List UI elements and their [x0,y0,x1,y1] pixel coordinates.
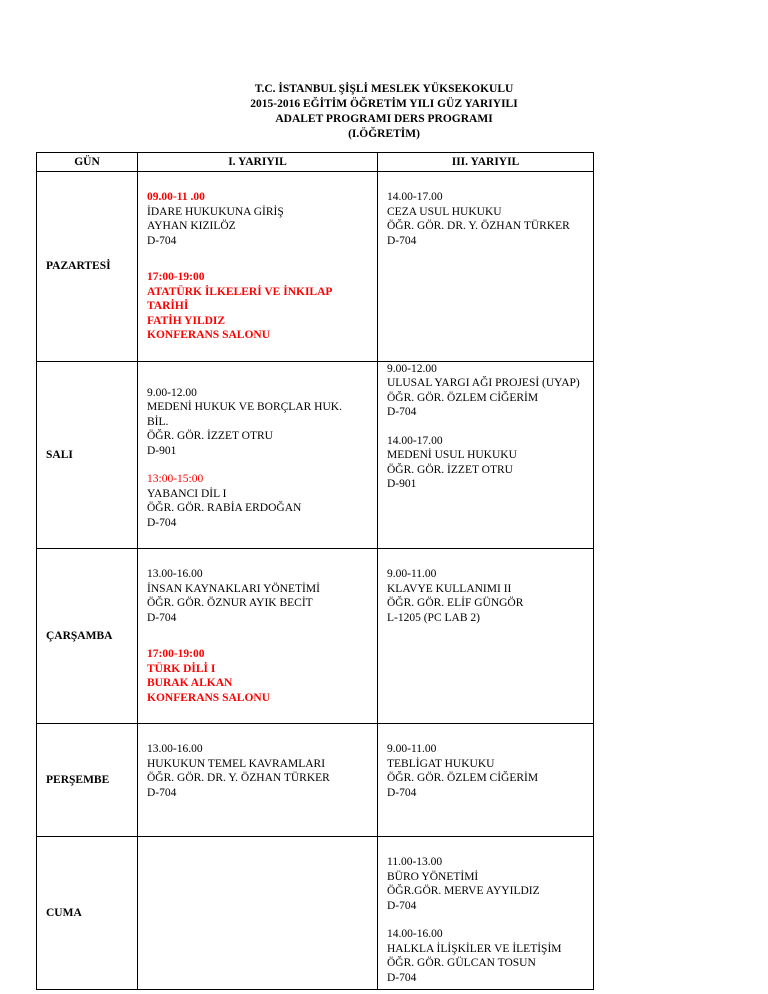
course-room: D-901 [147,444,177,457]
day-label: ÇARŞAMBA [37,549,138,724]
header-education-type: (I.ÖĞRETİM) [348,128,420,140]
course-room: KONFERANS SALONU [147,329,271,341]
course-entry [387,927,587,985]
course-time: 9.00-11.00 [387,743,437,755]
course-instructor: FATİH YILDIZ [147,314,226,327]
course-title: İDARE HUKUKUNA GİRİŞ [147,205,284,218]
header-academic-year: 2015-2016 EĞİTİM ÖĞRETİM YILI GÜZ YARIYILI [250,98,518,110]
course-title: YABANCI DİL I [147,487,227,500]
course-room: D-704 [387,234,417,247]
course-time: 14.00-17.00 [387,191,443,203]
course-title: ATATÜRK İLKELERİ VE İNKILAP [147,285,333,298]
document-header [0,82,768,142]
course-room: D-704 [147,234,177,247]
column-header-semester-3: III. YARIYIL [378,153,594,172]
course-instructor: ÖĞR. GÖR. ÖZLEM CİĞERİM [387,772,539,784]
course-instructor: ÖĞR. GÖR. ÖZNUR AYIK BECİT [147,597,313,609]
course-time: 9.00-12.00 [147,386,197,399]
course-title: MEDENİ USUL HUKUKU [387,449,517,461]
semester-1-cell [138,549,378,724]
course-instructor: ÖĞR. GÖR. GÜLCAN TOSUN [387,957,536,969]
course-entry [147,742,371,800]
semester-1-cell [138,837,378,990]
course-entry [147,472,371,530]
course-title-continued: TARİHİ [147,300,189,312]
course-room: KONFERANS SALONU [147,691,271,704]
day-label: CUMA [37,837,138,990]
course-room: D-704 [387,786,417,799]
course-room: D-704 [147,786,177,799]
semester-1-cell [138,361,378,549]
course-room: D-704 [387,899,417,912]
course-instructor: ÖĞR. GÖR. ÖZLEM CİĞERİM [387,391,539,404]
course-entry [147,386,371,459]
schedule-table [36,152,594,990]
course-time: 09.00-11 .00 [147,191,205,203]
course-instructor: ÖĞR. GÖR. RABİA ERDOĞAN [147,502,302,514]
semester-3-cell [378,549,594,724]
course-room: L-1205 (PC LAB 2) [387,611,480,624]
course-instructor: ÖĞR. GÖR. DR. Y. ÖZHAN TÜRKER [147,772,330,784]
semester-1-cell [138,724,378,837]
semester-1-cell [138,172,378,362]
course-room: D-901 [387,478,417,490]
course-title: HALKLA İLİŞKİLER VE İLETİŞİM [387,942,562,955]
table-row [37,172,594,362]
day-label: PAZARTESİ [37,172,138,362]
course-title: MEDENİ HUKUK VE BORÇLAR HUK. [147,401,342,413]
course-entry [147,567,371,625]
column-header-semester-1: I. YARIYIL [138,153,378,172]
course-time: 9.00-11.00 [387,568,437,580]
day-label: PERŞEMBE [37,724,138,837]
table-row [37,549,594,724]
course-instructor: BURAK ALKAN [147,677,233,689]
course-title: İNSAN KAYNAKLARI YÖNETİMİ [147,582,320,595]
course-title: TEBLİGAT HUKUKU [387,757,495,770]
course-time: 13:00-15:00 [147,473,204,485]
course-title: KLAVYE KULLANIMI II [387,582,512,595]
course-title: HUKUKUN TEMEL KAVRAMLARI [147,757,326,770]
course-entry [147,190,371,248]
course-time: 14.00-17.00 [387,434,443,447]
course-entry [387,567,587,625]
course-entry [387,362,587,420]
course-room: D-704 [147,611,177,624]
course-title-continued: BİL. [147,415,169,428]
header-program-title: ADALET PROGRAMI DERS PROGRAMI [275,113,493,125]
course-time: 14.00-16.00 [387,928,443,940]
course-time: 9.00-12.00 [387,362,437,375]
course-time: 17:00-19:00 [147,648,205,660]
course-instructor: ÖĞR. GÖR. İZZET OTRU [147,430,273,442]
table-row [37,724,594,837]
course-title: CEZA USUL HUKUKU [387,205,502,218]
course-room: D-704 [147,516,177,529]
course-entry [387,434,587,492]
course-entry [147,270,371,343]
course-time: 13.00-16.00 [147,743,203,755]
course-time: 13.00-16.00 [147,568,203,580]
day-label: SALI [37,361,138,549]
course-title: BÜRO YÖNETİMİ [387,870,479,883]
course-title: ULUSAL YARGI AĞI PROJESİ (UYAP) [387,377,580,389]
course-room: D-704 [387,406,417,418]
header-institution: T.C. İSTANBUL ŞİŞLİ MESLEK YÜKSEKOKULU [254,83,514,95]
semester-3-cell [378,724,594,837]
course-entry [387,742,587,800]
semester-3-cell [378,361,594,549]
column-header-day: GÜN [37,153,138,172]
course-instructor: ÖĞR. GÖR. ELİF GÜNGÖR [387,597,524,609]
table-header-row [37,153,594,172]
course-title: TÜRK DİLİ I [147,662,216,675]
course-entry [147,647,371,705]
semester-3-cell [378,837,594,990]
table-row [37,837,594,990]
course-time: 17:00-19:00 [147,271,205,283]
semester-3-cell [378,172,594,362]
course-entry [387,855,587,913]
table-row [37,361,594,549]
course-entry [387,190,587,248]
course-room: D-704 [387,971,417,984]
course-instructor: ÖĞR.GÖR. MERVE AYYILDIZ [387,885,540,897]
course-time: 11.00-13.00 [387,856,443,868]
course-instructor: ÖĞR. GÖR. İZZET OTRU [387,463,513,476]
course-instructor: ÖĞR. GÖR. DR. Y. ÖZHAN TÜRKER [387,220,570,232]
course-instructor: AYHAN KIZILÖZ [147,220,236,232]
